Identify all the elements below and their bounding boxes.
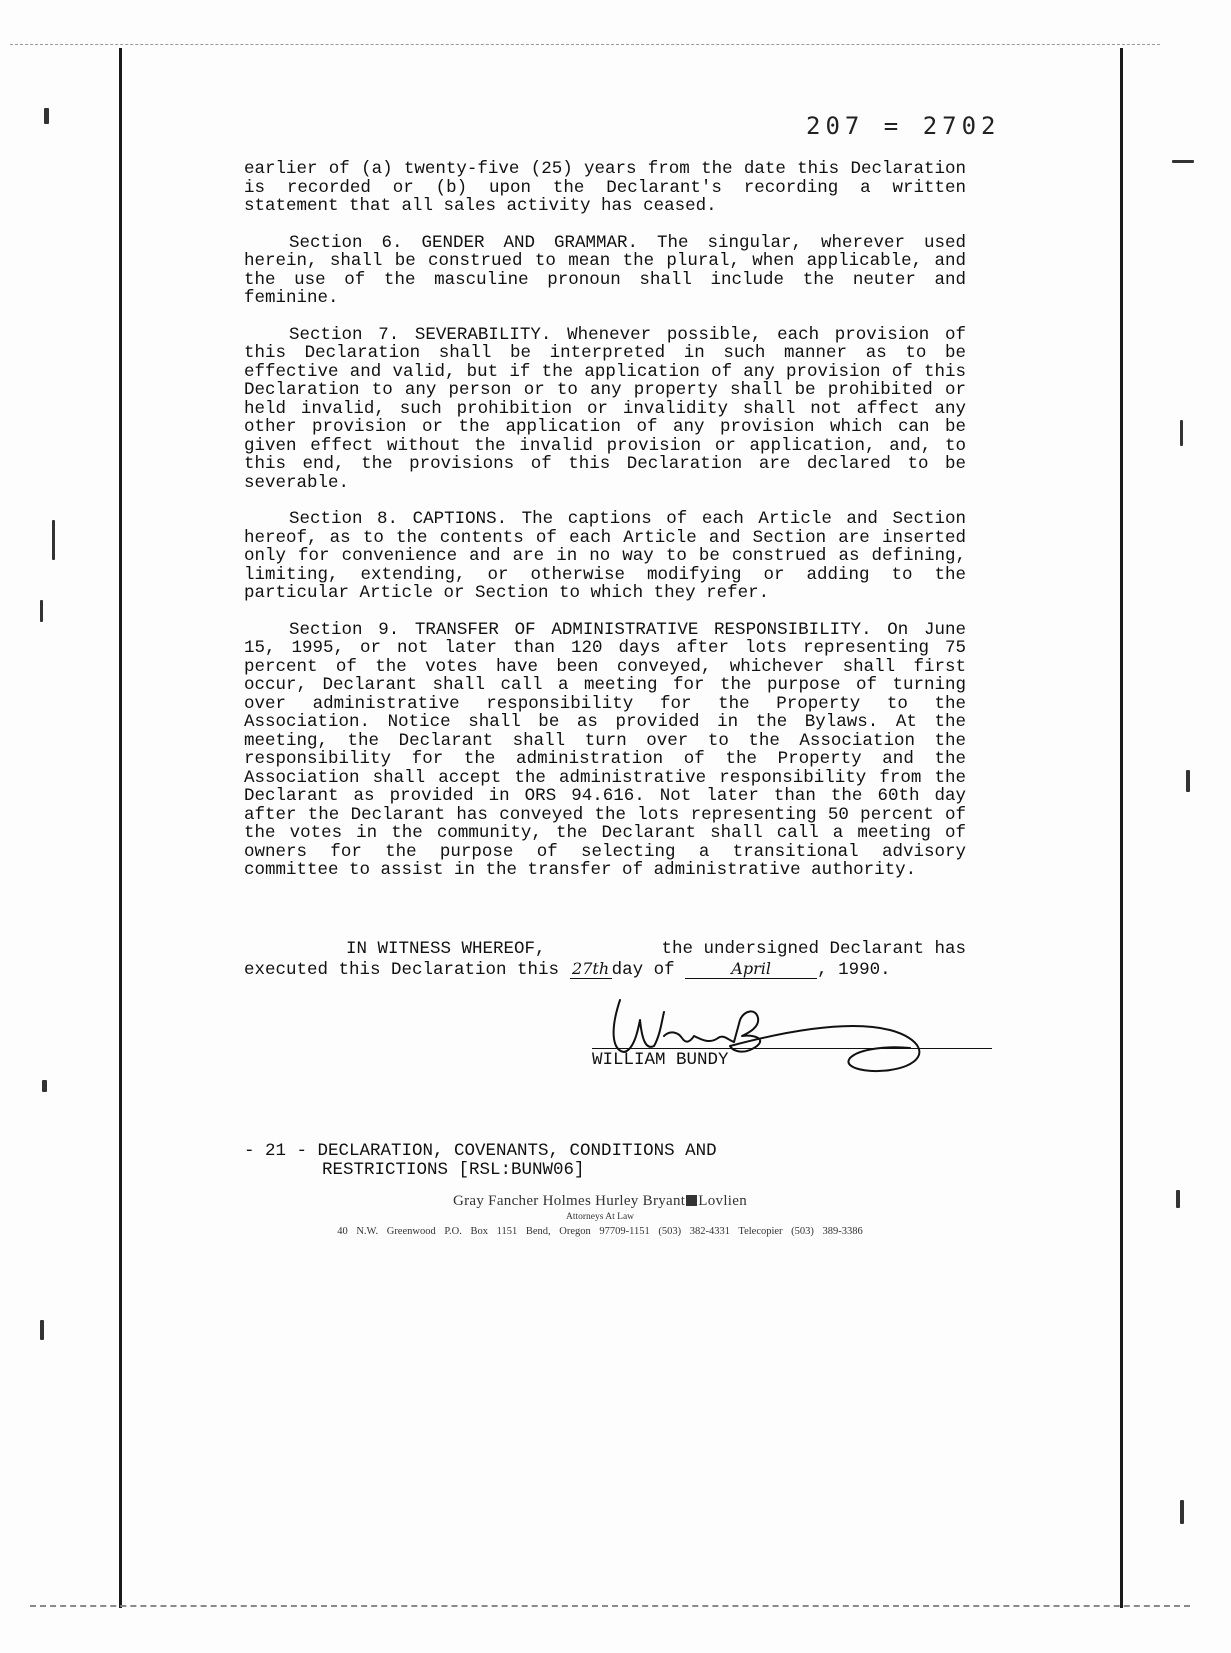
- paragraph-section-6: Section 6. GENDER AND GRAMMAR. The singular, wherever used herein, shall be construed to mean the plural, when applicable, and the use of the masculine pronoun shall include the neuter and feminine.: [244, 232, 966, 308]
- scan-speck: [1180, 1500, 1184, 1524]
- document-body: [244, 160, 966, 898]
- scan-edge-bottom: [30, 1605, 1190, 1607]
- page-footer-caption: [244, 1142, 717, 1180]
- year-text: , 1990.: [817, 960, 891, 980]
- scan-speck: [40, 1320, 44, 1340]
- witness-phrase-cont: the undersigned Declarant has: [661, 939, 966, 959]
- firm-logo-mark-icon: [686, 1195, 697, 1206]
- paragraph-section-8: Section 8. CAPTIONS. The captions of each Article and Section hereof, as to the contents of each Article and Section are inserted only for convenience and are in no way to be construed as defining, limiting, extending, or otherwise modifying or adding to the particular Article or Section to which they refer.: [244, 509, 966, 603]
- scan-speck: [1186, 770, 1190, 792]
- scan-speck: [1176, 1190, 1180, 1208]
- witness-line-1: [244, 940, 966, 959]
- handwritten-day: 27th: [570, 959, 612, 979]
- executed-text: executed this Declaration this: [244, 960, 560, 980]
- signer-name: WILLIAM BUNDY: [592, 1050, 729, 1070]
- handwritten-month: April: [685, 959, 817, 979]
- law-firm-letterhead: [300, 1193, 900, 1237]
- footer-line-2: RESTRICTIONS [RSL:BUNW06]: [322, 1160, 585, 1180]
- recording-stamp-number: 207 = 2702: [806, 112, 1001, 140]
- day-of-text: day of: [611, 960, 675, 980]
- scan-speck: [40, 600, 43, 622]
- scan-speck: [1180, 420, 1183, 446]
- paragraph-continuation: earlier of (a) twenty-five (25) years from the date this Declaration is recorded or (b) upon the Declarant's recording a written statement that all sales activity has ceased.: [244, 159, 966, 216]
- paragraph-section-7: Section 7. SEVERABILITY. Whenever possible, each provision of this Declaration shall be interpreted in such manner as to be effective and valid, but if the application of any provision of this Declaration to any person or to any property shall be prohibited or held invalid, such prohibition or invalidity shall not affect any other provision or the application of any provision which can be given effect without the invalid provision or application, and, to this end, the provisions of this Declaration are declared to be severable.: [244, 324, 966, 493]
- scan-speck: [1172, 160, 1194, 163]
- scan-border-right: [1120, 48, 1123, 1608]
- law-firm-subtitle: Attorneys At Law: [565, 1212, 635, 1222]
- signature-line: [592, 1048, 992, 1049]
- scan-edge-top: [10, 44, 1160, 45]
- law-firm-address: 40 N.W. Greenwood P.O. Box 1151 Bend, Oregon 97709-1151 (503) 382-4331 Telecopier (503) 389-3386: [337, 1226, 863, 1237]
- scan-speck: [52, 520, 55, 560]
- witness-phrase: IN WITNESS WHEREOF,: [346, 939, 546, 959]
- footer-line-1: - 21 - DECLARATION, COVENANTS, CONDITIONS AND: [244, 1141, 717, 1161]
- witness-line-2: [244, 959, 966, 980]
- firm-name-part-2: Lovlien: [698, 1193, 748, 1209]
- witness-clause: [244, 940, 966, 980]
- firm-name-part-1: Gray Fancher Holmes Hurley Bryant: [452, 1193, 686, 1209]
- scan-speck: [44, 108, 49, 124]
- paragraph-section-9: Section 9. TRANSFER OF ADMINISTRATIVE RESPONSIBILITY. On June 15, 1995, or not later than 120 days after lots representing 75 percent of the votes have been conveyed, whichever shall first occur, Declarant shall call a meeting for the purpose of turning over administrative responsibility for the Property to the Association. Notice shall be as provided in the Bylaws. At the meeting, the Declarant shall turn over to the Association the responsibility for the administration of the Property and the Association shall accept the administrative responsibility from the Declarant as provided in ORS 94.616. Not later than the 60th day after the Declarant has conveyed the lots representing 50 percent of the votes in the community, the Declarant shall call a meeting of owners for the purpose of selecting a transitional advisory committee to assist in the transfer of administrative authority.: [244, 619, 966, 880]
- scan-border-left: [119, 48, 122, 1608]
- law-firm-name: [300, 1193, 900, 1210]
- scan-speck: [42, 1080, 47, 1092]
